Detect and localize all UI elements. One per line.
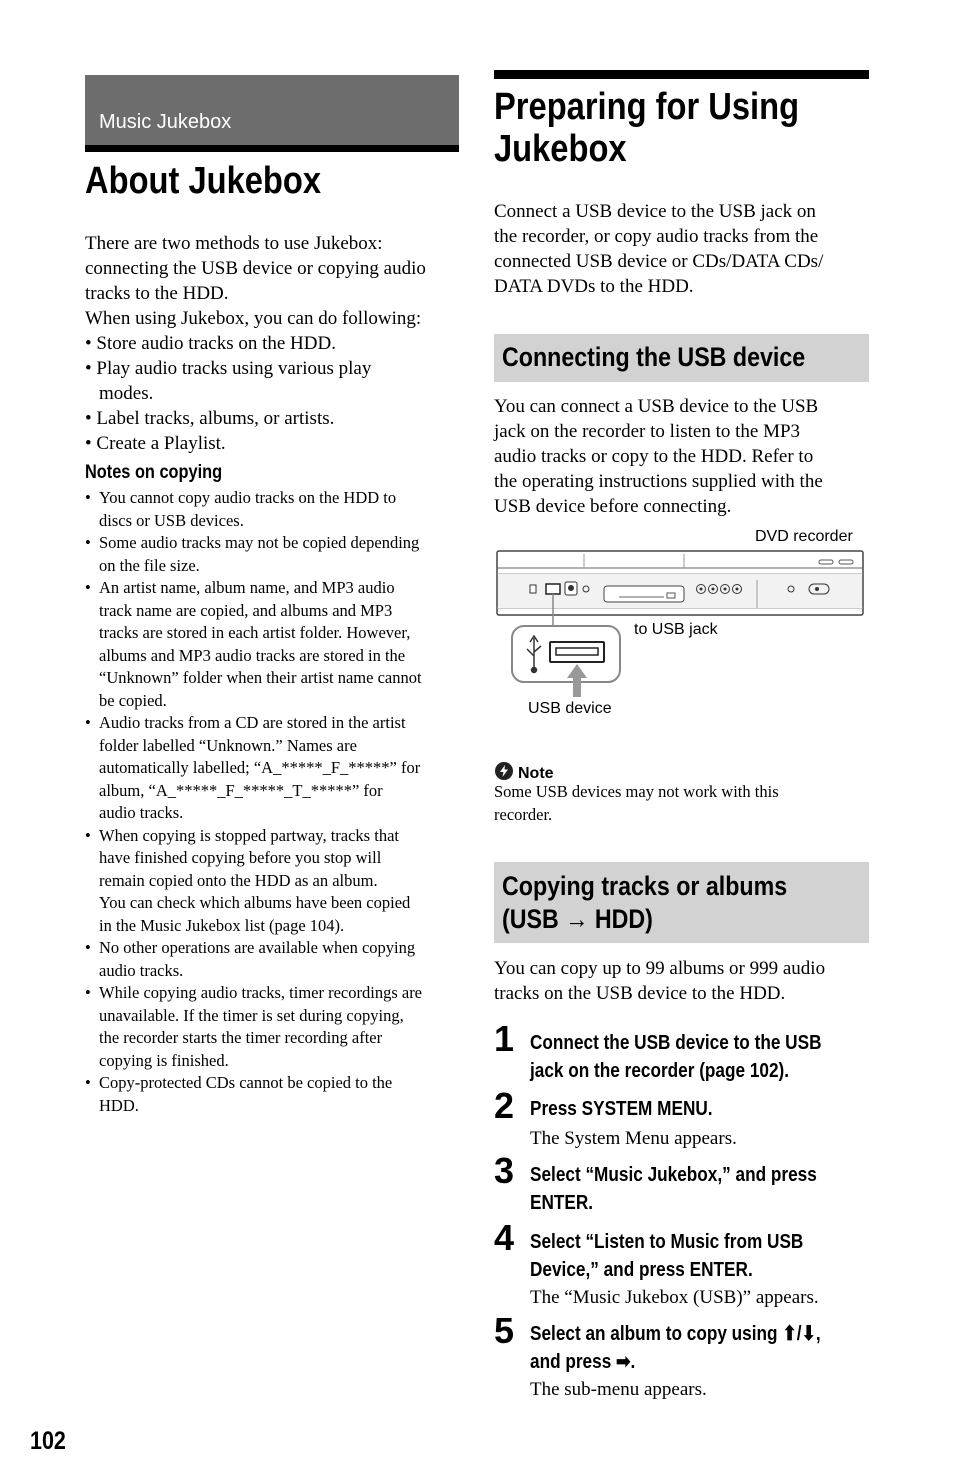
step-instruction [530,1029,821,1085]
text-line: jack on the recorder to listen to the MP3 [494,421,801,442]
intro-line: tracks to the HDD. [85,283,229,304]
bullet-dot: • [85,533,91,552]
label-to-usb-jack: to USB jack [634,621,718,638]
note-line: on the file size. [99,555,200,575]
note-line: audio tracks. [99,960,184,980]
intro-line: connecting the USB device or copying audio [85,258,426,279]
text-line: connected USB device or CDs/DATA CDs/ [494,251,824,272]
bullet-item: • Store audio tracks on the HDD. [85,333,336,354]
note-line: the recorder starts the timer recording after [99,1028,383,1047]
section-title-connecting: Connecting the USB device [502,342,806,372]
step-result: The System Menu appears. [530,1128,737,1149]
note-line: unavailable. If the timer is set during copying, [99,1005,404,1025]
section-band-connecting [494,334,869,382]
note-line: Audio tracks from a CD are stored in the artist [99,713,406,732]
bullet-dot: • [85,1073,91,1092]
note-line: HDD. [99,1095,139,1115]
note-line: No other operations are available when copying [99,938,416,957]
notes-list [85,487,465,1117]
note-line: album, “A_*****_F_*****_T_*****” for [99,780,383,800]
note-line: track name are copied, and albums and MP3 [99,600,393,620]
note-line: audio tracks. [99,803,184,822]
section-title-copying [502,870,787,936]
note-item [85,937,465,982]
step-number: 5 [494,1310,515,1351]
step-number: 4 [494,1217,515,1258]
about-intro [85,231,465,456]
step-line: Select an album to copy using ⬆/⬇, [530,1323,821,1345]
note-line: While copying audio tracks, timer recordings are [99,983,423,1002]
step-number: 3 [494,1150,515,1191]
step-instruction [530,1095,713,1123]
note-line: discs or USB devices. [99,510,244,530]
text-line: the operating instructions supplied with the [494,471,823,492]
note-line: An artist name, album name, and MP3 audio [99,578,395,597]
title-line: (USB → HDD) [502,904,653,934]
step-line: and press ➡. [530,1351,636,1373]
note-line: When copying is stopped partway, tracks that [99,825,399,845]
note-item [85,577,465,712]
step-line: Device,” and press ENTER. [530,1259,753,1281]
preparing-intro [494,199,874,299]
step-line: Select “Listen to Music from USB [530,1231,804,1253]
note-line: in the Music Jukebox list (page 104). [99,915,345,935]
note-line: albums and MP3 audio tracks are stored in the [99,645,406,665]
page-title-about: About Jukebox [85,160,322,202]
section-rule [85,145,459,152]
page-number: 102 [30,1427,66,1455]
step-line: jack on the recorder (page 102). [530,1060,790,1082]
step-instruction [530,1228,803,1284]
intro-line: There are two methods to use Jukebox: [85,233,383,254]
step-instruction [530,1320,821,1376]
note-line: folder labelled “Unknown.” Names are [99,735,357,755]
note-line: automatically labelled; “A_*****_F_*****” for [99,758,421,777]
connecting-body [494,394,874,519]
section-band-copying [494,862,869,943]
text-line: Connect a USB device to the USB jack on [494,201,816,222]
note-line: copying is finished. [99,1050,229,1070]
label-dvd-recorder: DVD recorder [755,528,853,545]
step-line: Connect the USB device to the USB [530,1032,822,1054]
note-item [85,825,465,938]
bullet-dot: • [85,983,91,1002]
bullet-item: • Label tracks, albums, or artists. [85,408,335,429]
step-line: Select “Music Jukebox,” and press [530,1164,817,1186]
bullet-dot: • [85,578,91,597]
note-line: You can check which albums have been copied [99,893,411,912]
step-line: ENTER. [530,1192,594,1214]
page-title-preparing [494,86,799,170]
note-item [85,982,465,1072]
section-tab-label: Music Jukebox [99,111,232,133]
note-header [494,761,554,783]
note-line: Copy-protected CDs cannot be copied to the [99,1073,393,1092]
text-line: recorder. [494,804,553,824]
bullet-item-continued: modes. [99,383,154,404]
note-item [85,712,465,825]
text-line: Some USB devices may not work with this [494,782,779,801]
bullet-dot: • [85,825,91,845]
note-line: Some audio tracks may not be copied depending [99,533,420,552]
note-line: be copied. [99,690,167,710]
text-line: audio tracks or copy to the HDD. Refer to [494,446,814,467]
bullet-dot: • [85,713,91,732]
note-item [85,532,465,577]
text-line: DATA DVDs to the HDD. [494,276,694,297]
note-line: have finished copying before you stop will [99,848,382,867]
intro-line: When using Jukebox, you can do following: [85,308,422,329]
dvd-recorder-illustration [497,551,863,615]
text-line: USB device before connecting. [494,496,732,517]
bullet-item: • Play audio tracks using various play [85,358,372,379]
step-instruction [530,1161,817,1217]
note-label: Note [518,765,554,782]
title-line: Jukebox [494,128,627,170]
step-result: The “Music Jukebox (USB)” appears. [530,1287,819,1308]
note-body [494,781,874,826]
notes-heading: Notes on copying [85,462,223,483]
step-number: 1 [494,1018,515,1059]
title-rule [494,70,869,79]
text-line: the recorder, or copy audio tracks from the [494,226,819,247]
note-line: remain copied onto the HDD as an album. [99,870,378,890]
note-item [85,1072,465,1117]
title-line: Preparing for Using [494,86,800,128]
label-usb-device: USB device [528,700,612,717]
note-line: “Unknown” folder when their artist name cannot [99,668,422,687]
copying-body [494,956,874,1006]
text-line: You can copy up to 99 albums or 999 audio [494,958,826,979]
note-item [85,487,465,532]
bullet-item: • Create a Playlist. [85,433,226,454]
text-line: You can connect a USB device to the USB [494,396,819,417]
text-line: tracks on the USB device to the HDD. [494,983,786,1004]
step-result: The sub-menu appears. [530,1379,707,1400]
note-line: You cannot copy audio tracks on the HDD to [99,488,397,507]
step-number: 2 [494,1085,515,1126]
section-tab [85,75,459,145]
bullet-dot: • [85,938,91,957]
note-icon [494,761,514,781]
step-line: Press SYSTEM MENU. [530,1098,713,1120]
note-line: tracks are stored in each artist folder. However, [99,623,411,642]
bullet-dot: • [85,488,91,507]
title-line: Copying tracks or albums [502,871,788,901]
